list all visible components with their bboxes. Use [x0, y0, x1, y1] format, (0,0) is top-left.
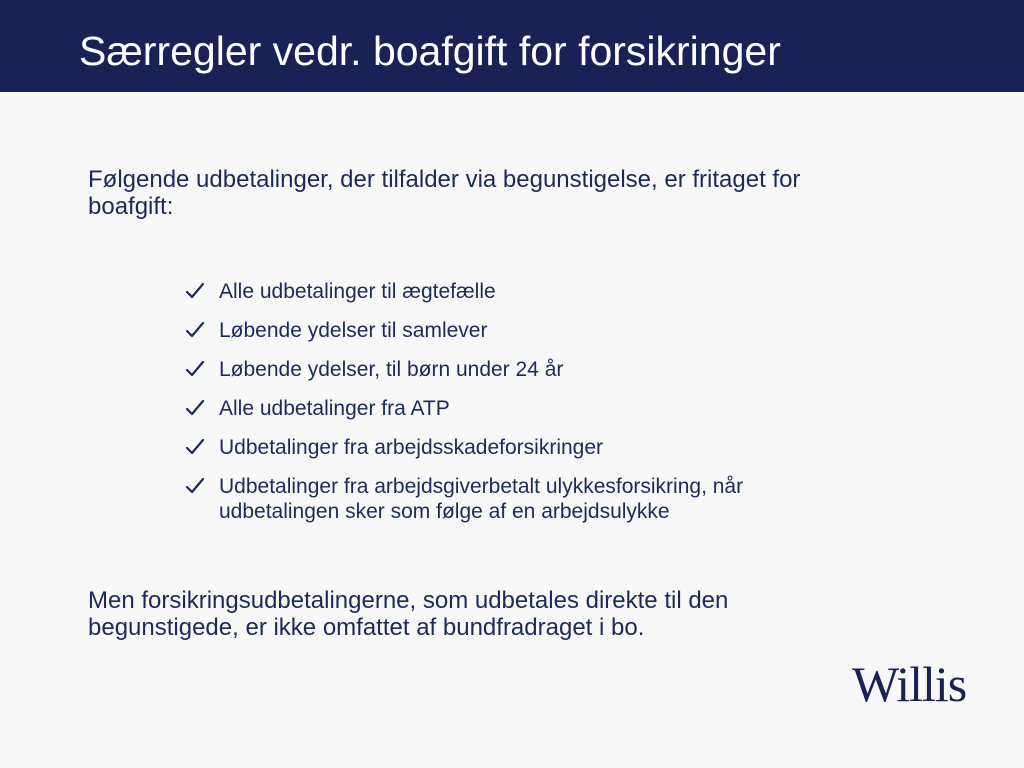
title-bar — [0, 0, 1024, 92]
check-icon — [185, 437, 205, 457]
check-icon — [185, 476, 205, 496]
check-icon — [185, 281, 205, 301]
checklist-item-text: Alle udbetalinger fra ATP — [219, 397, 450, 420]
checklist-item — [183, 474, 819, 524]
checklist-item — [183, 279, 883, 304]
checklist-item-text: Løbende ydelser til samlever — [219, 319, 488, 342]
check-icon — [185, 398, 205, 418]
slide-title: Særregler vedr. boafgift for forsikringer — [79, 28, 781, 74]
closing-text: Men forsikringsudbetalingerne, som udbetales direkte til den begunstigede, er ikke omfattet af bundfradraget i bo. — [88, 587, 729, 641]
willis-logo: Willis — [852, 656, 967, 712]
exemption-checklist — [183, 279, 883, 538]
checklist-item-text: Alle udbetalinger til ægtefælle — [219, 280, 496, 303]
checklist-item — [183, 435, 883, 460]
checklist-item — [183, 357, 883, 382]
checklist-item-text: Løbende ydelser, til børn under 24 år — [219, 358, 564, 381]
checklist-item — [183, 318, 883, 343]
checklist-item-text: Udbetalinger fra arbejdsgiverbetalt ulykkesforsikring, når udbetalingen sker som følge af en arbejdsulykke — [219, 475, 744, 523]
check-icon — [185, 359, 205, 379]
intro-text: Følgende udbetalinger, der tilfalder via begunstigelse, er fritaget for boafgift: — [88, 166, 801, 220]
checklist-item — [183, 396, 883, 421]
checklist-item-text: Udbetalinger fra arbejdsskadeforsikringer — [219, 436, 604, 459]
check-icon — [185, 320, 205, 340]
